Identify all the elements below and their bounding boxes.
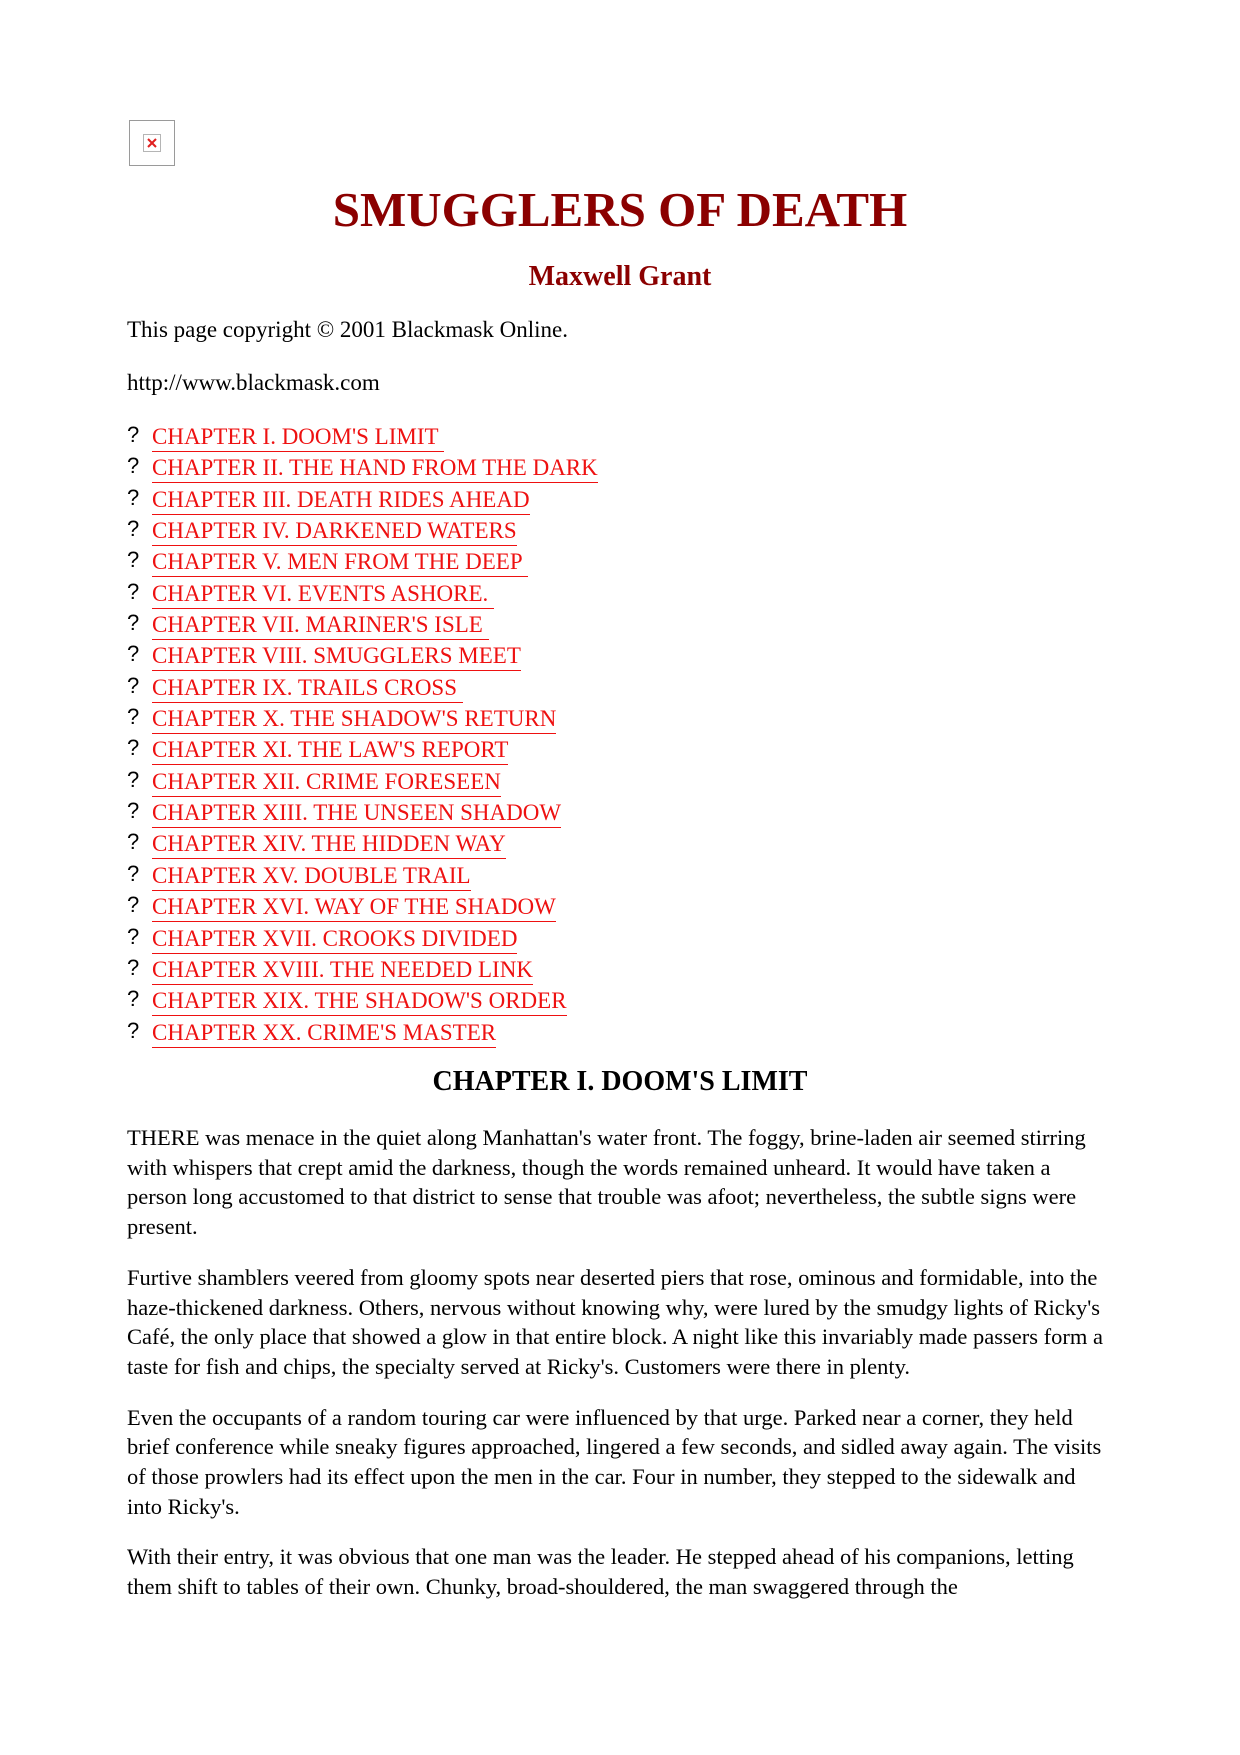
toc-bullet: ?	[127, 453, 140, 479]
toc-link-chapter-1[interactable]: CHAPTER I. DOOM'S LIMIT	[152, 423, 444, 452]
toc-bullet: ?	[127, 422, 140, 447]
toc-link-chapter-10[interactable]: CHAPTER X. THE SHADOW'S RETURN	[152, 705, 556, 734]
toc-link-chapter-8[interactable]: CHAPTER VIII. SMUGGLERS MEET	[152, 642, 521, 671]
toc-link-chapter-6[interactable]: CHAPTER VI. EVENTS ASHORE.	[152, 580, 494, 609]
toc-bullet: ?	[127, 860, 140, 886]
toc-bullet: ?	[127, 672, 140, 698]
toc-link-chapter-17[interactable]: CHAPTER XVII. CROOKS DIVIDED	[152, 925, 517, 954]
toc-item	[127, 705, 1027, 736]
toc-link-chapter-19[interactable]: CHAPTER XIX. THE SHADOW'S ORDER	[152, 987, 567, 1016]
toc-link-chapter-5[interactable]: CHAPTER V. MEN FROM THE DEEP	[152, 548, 528, 577]
toc-link-chapter-20[interactable]: CHAPTER XX. CRIME'S MASTER	[152, 1019, 496, 1048]
toc-bullet: ?	[127, 1017, 140, 1043]
toc-item	[127, 830, 1027, 861]
toc-bullet: ?	[127, 704, 140, 730]
table-of-contents	[127, 423, 1027, 1050]
toc-link-chapter-14[interactable]: CHAPTER XIV. THE HIDDEN WAY	[152, 830, 506, 859]
paragraph-1: THERE was menace in the quiet along Manhattan's water front. The foggy, brine-laden air seemed stirring with whispers that crept amid the darkness, though the words remained unheard. It would have taken a person long accustomed to that district to sense that trouble was afoot; nevertheless, the subtle signs were present.	[127, 1125, 1086, 1240]
toc-link-chapter-13[interactable]: CHAPTER XIII. THE UNSEEN SHADOW	[152, 799, 561, 828]
book-author: Maxwell Grant	[528, 261, 712, 292]
toc-item	[127, 862, 1027, 893]
toc-bullet: ?	[127, 986, 140, 1012]
toc-bullet: ?	[127, 892, 140, 918]
toc-bullet: ?	[127, 610, 140, 636]
toc-link-chapter-4[interactable]: CHAPTER IV. DARKENED WATERS	[152, 517, 517, 546]
toc-link-chapter-16[interactable]: CHAPTER XVI. WAY OF THE SHADOW	[152, 893, 556, 922]
toc-bullet: ?	[127, 923, 140, 949]
toc-item	[127, 956, 1027, 987]
toc-item	[127, 517, 1027, 548]
toc-bullet: ?	[127, 641, 140, 667]
toc-item	[127, 423, 1027, 454]
broken-image-frame	[143, 134, 161, 152]
toc-item	[127, 893, 1027, 924]
toc-item	[127, 548, 1027, 579]
site-url: http://www.blackmask.com	[127, 370, 380, 395]
paragraph-4: With their entry, it was obvious that one man was the leader. He stepped ahead of his companions, letting them shift to tables of their own. Chunky, broad-shouldered, the man swaggered through the	[127, 1544, 1074, 1600]
toc-item	[127, 925, 1027, 956]
toc-bullet: ?	[127, 547, 140, 573]
toc-link-chapter-7[interactable]: CHAPTER VII. MARINER'S ISLE	[152, 611, 489, 640]
toc-link-chapter-9[interactable]: CHAPTER IX. TRAILS CROSS	[152, 674, 463, 703]
toc-item	[127, 580, 1027, 611]
toc-link-chapter-2[interactable]: CHAPTER II. THE HAND FROM THE DARK	[152, 454, 598, 483]
toc-link-chapter-3[interactable]: CHAPTER III. DEATH RIDES AHEAD	[152, 486, 530, 515]
toc-bullet: ?	[127, 766, 140, 792]
chapter-heading: CHAPTER I. DOOM'S LIMIT	[432, 1066, 808, 1097]
toc-item	[127, 486, 1027, 517]
toc-item	[127, 642, 1027, 673]
toc-item	[127, 768, 1027, 799]
toc-bullet: ?	[127, 829, 140, 855]
toc-bullet: ?	[127, 578, 140, 604]
toc-link-chapter-15[interactable]: CHAPTER XV. DOUBLE TRAIL	[152, 862, 471, 891]
copyright-notice: This page copyright © 2001 Blackmask Online.	[127, 317, 568, 342]
toc-item	[127, 454, 1027, 485]
toc-item	[127, 611, 1027, 642]
toc-item	[127, 987, 1027, 1018]
paragraph-3: Even the occupants of a random touring car were influenced by that urge. Parked near a corner, they held brief conference while sneaky figures approached, lingered a few seconds, and sidled away again. The visits of those prowlers had its effect upon the men in the car. Four in number, they stepped to the sidewalk and into Ricky's.	[127, 1404, 1102, 1519]
toc-link-chapter-18[interactable]: CHAPTER XVIII. THE NEEDED LINK	[152, 956, 533, 985]
toc-item	[127, 736, 1027, 767]
toc-item	[127, 799, 1027, 830]
toc-link-chapter-12[interactable]: CHAPTER XII. CRIME FORESEEN	[152, 768, 501, 797]
chapter-body	[127, 1123, 1112, 1623]
broken-image-icon	[129, 120, 175, 166]
toc-bullet: ?	[127, 484, 140, 510]
toc-bullet: ?	[127, 954, 140, 980]
toc-link-chapter-11[interactable]: CHAPTER XI. THE LAW'S REPORT	[152, 736, 508, 765]
book-title: SMUGGLERS OF DEATH	[332, 182, 908, 237]
red-x-icon	[146, 137, 158, 149]
toc-item	[127, 1019, 1027, 1050]
toc-item	[127, 674, 1027, 705]
toc-bullet: ?	[127, 798, 140, 824]
toc-bullet: ?	[127, 735, 140, 761]
toc-bullet: ?	[127, 516, 140, 542]
paragraph-2: Furtive shamblers veered from gloomy spots near deserted piers that rose, ominous and formidable, into the haze-thickened darkness. Others, nervous without knowing why, were lured by the smudgy lights of Ricky's Café, the only place that showed a glow in that entire block. A night like this invariably made passers form a taste for fish and chips, the specialty served at Ricky's. Customers were there in plenty.	[127, 1264, 1104, 1379]
